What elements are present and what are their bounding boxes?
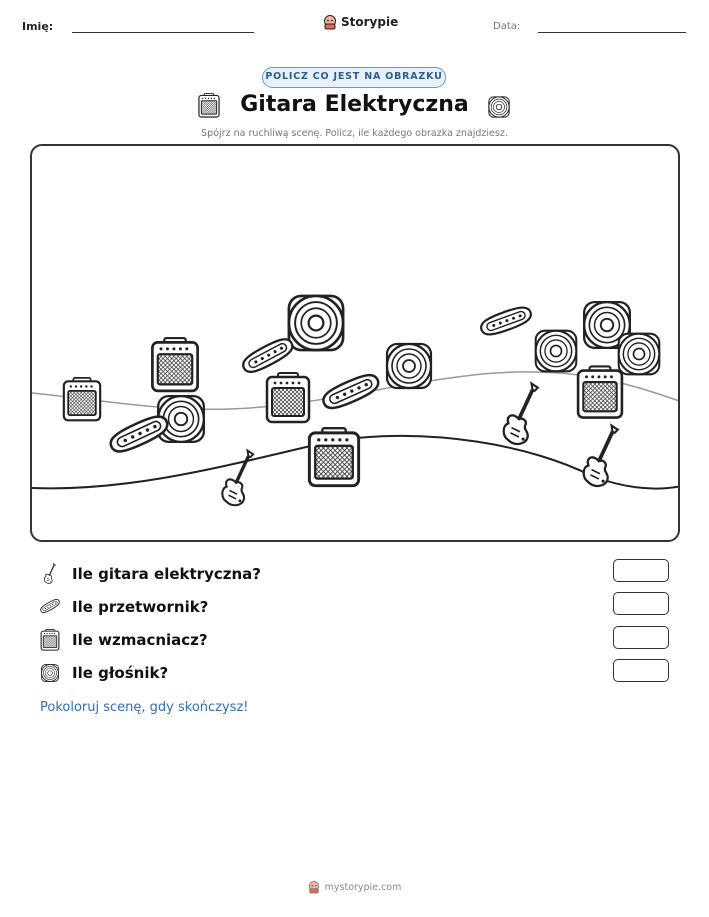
question-row-guitar [40, 561, 261, 587]
question-row-speaker [40, 660, 168, 686]
storypie-mascot-icon [308, 880, 320, 894]
amplifier-3 [267, 373, 309, 422]
answer-box-amplifier[interactable] [613, 626, 669, 649]
answer-box-pickup[interactable] [613, 592, 669, 615]
speaker-2 [289, 296, 343, 350]
pickup-1 [107, 412, 171, 457]
instructions: Spójrz na ruchliwą scenę. Policz, ile każdego obrazka znajdziesz. [201, 128, 508, 139]
amplifier-2 [152, 338, 197, 391]
question-text: Ile wzmacniacz? [72, 631, 208, 649]
storypie-mascot-icon [323, 14, 337, 30]
amplifier-icon [40, 629, 60, 651]
pickup-icon [40, 596, 60, 618]
brand-logo [323, 14, 398, 30]
date-label: Data: [493, 21, 521, 32]
name-line[interactable] [72, 32, 254, 33]
answer-box-speaker[interactable] [613, 659, 669, 682]
speaker-3 [387, 344, 431, 388]
date-line[interactable] [538, 32, 686, 33]
speaker-title-icon [487, 95, 511, 119]
question-row-amplifier [40, 627, 208, 653]
answer-box-guitar[interactable] [613, 559, 669, 582]
speaker-6 [619, 334, 660, 375]
speaker-icon [40, 662, 60, 684]
speaker-4 [536, 331, 577, 372]
name-label: Imię: [22, 20, 54, 33]
question-text: Ile przetwornik? [72, 598, 209, 616]
amplifier-1 [64, 378, 100, 420]
task-badge: POLICZ CO JEST NA OBRAZKU [262, 67, 446, 88]
counting-scene [30, 144, 680, 542]
question-row-pickup [40, 594, 208, 620]
amplifier-5 [578, 366, 622, 417]
brand-name: Storypie [341, 15, 399, 29]
question-text: Ile głośnik? [72, 664, 169, 682]
amplifier-4 [309, 428, 358, 485]
page-title: Gitara Elektryczna [240, 92, 469, 117]
scene-illustration [32, 146, 680, 542]
electric-guitar-1 [222, 451, 253, 506]
electric-guitar-3 [584, 426, 618, 487]
color-prompt: Pokoloruj scenę, gdy skończysz! [40, 700, 249, 715]
footer [0, 880, 709, 894]
pickup-4 [478, 304, 533, 339]
pickup-3 [320, 370, 382, 412]
question-text: Ile gitara elektryczna? [72, 565, 261, 583]
footer-site: mystorypie.com [324, 881, 402, 893]
pickup-2 [240, 335, 296, 377]
electric-guitar-2 [504, 384, 538, 445]
electric-guitar-icon [40, 563, 60, 585]
